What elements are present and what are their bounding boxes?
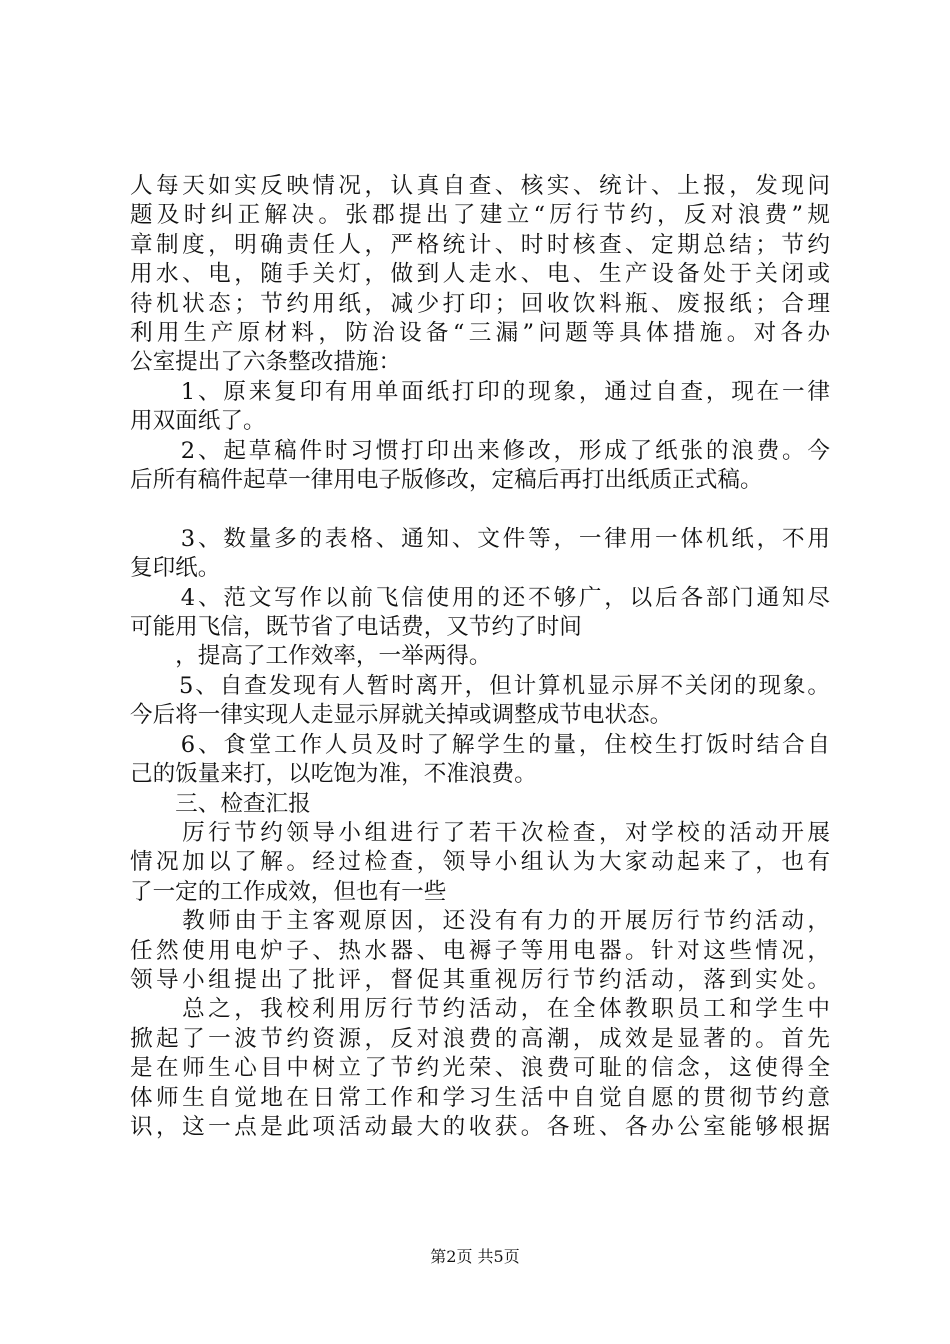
text-line: 己的饭量来打，以吃饱为准，不准浪费。 <box>130 761 537 788</box>
text-line: 掀起了一波节约资源，反对浪费的高潮，成效是显著的。首先 <box>130 1025 830 1052</box>
text-line: 待机状态；节约用纸，减少打印；回收饮料瓶、废报纸；合理 <box>130 290 830 317</box>
text-line: ，提高了工作效率，一举两得。 <box>130 643 492 670</box>
text-line: 复印纸。 <box>130 555 221 582</box>
text-line: 是在师生心目中树立了节约光荣、浪费可耻的信念，这使得全 <box>130 1055 830 1082</box>
text-line: 厉行节约领导小组进行了若干次检查，对学校的活动开展 <box>130 819 830 846</box>
page-footer: 第2页 共5页 <box>430 1247 520 1266</box>
text-line: 利用生产原材料，防治设备“三漏”问题等具体措施。对各办 <box>130 320 830 347</box>
text-line: 人每天如实反映情况，认真自查、核实、统计、上报，发现问 <box>130 173 830 199</box>
text-line: 2、起草稿件时习惯打印出来修改，形成了纸张的浪费。今 <box>130 437 830 464</box>
text-line: 3、数量多的表格、通知、文件等，一律用一体机纸，不用 <box>130 525 830 552</box>
text-line: 领导小组提出了批评，督促其重视厉行节约活动，落到实处。 <box>130 966 830 993</box>
text-line: 用双面纸了。 <box>130 408 266 435</box>
text-line: 用水、电，随手关灯，做到人走水、电、生产设备处于关闭或 <box>130 261 830 288</box>
text-line: 可能用飞信，既节省了电话费，又节约了时间 <box>130 614 582 641</box>
text-line: 5、自查发现有人暂时离开，但计算机显示屏不关闭的现象。 <box>130 672 830 699</box>
text-line: 识，这一点是此项活动最大的收获。各班、各办公室能够根据 <box>130 1113 830 1140</box>
text-line: 题及时纠正解决。张郡提出了建立“厉行节约，反对浪费”规 <box>130 202 830 229</box>
text-line: 公室提出了六条整改措施： <box>130 349 402 376</box>
text-line <box>130 495 830 524</box>
document-body <box>130 172 830 1142</box>
text-line: 6、食堂工作人员及时了解学生的量，住校生打饭时结合自 <box>130 731 830 758</box>
text-line: 今后将一律实现人走显示屏就关掉或调整成节电状态。 <box>130 702 673 729</box>
text-line: 4、范文写作以前飞信使用的还不够广，以后各部门通知尽 <box>130 584 830 611</box>
text-line: 章制度，明确责任人，严格统计、时时核查、定期总结；节约 <box>130 231 830 258</box>
text-line: 1、原来复印有用单面纸打印的现象，通过自查，现在一律 <box>130 378 830 405</box>
text-line: 三、检查汇报 <box>130 790 311 817</box>
text-line: 任然使用电炉子、热水器、电褥子等用电器。针对这些情况， <box>130 937 830 964</box>
text-line: 后所有稿件起草一律用电子版修改，定稿后再打出纸质正式稿。 <box>130 467 763 494</box>
text-line: 总之，我校利用厉行节约活动，在全体教职员工和学生中 <box>130 996 830 1023</box>
text-line: 教师由于主客观原因，还没有有力的开展厉行节约活动， <box>130 908 830 935</box>
text-line: 了一定的工作成效，但也有一些 <box>130 878 447 905</box>
text-line: 情况加以了解。经过检查，领导小组认为大家动起来了，也有 <box>130 849 830 876</box>
text-line: 体师生自觉地在日常工作和学习生活中自觉自愿的贯彻节约意 <box>130 1084 830 1111</box>
